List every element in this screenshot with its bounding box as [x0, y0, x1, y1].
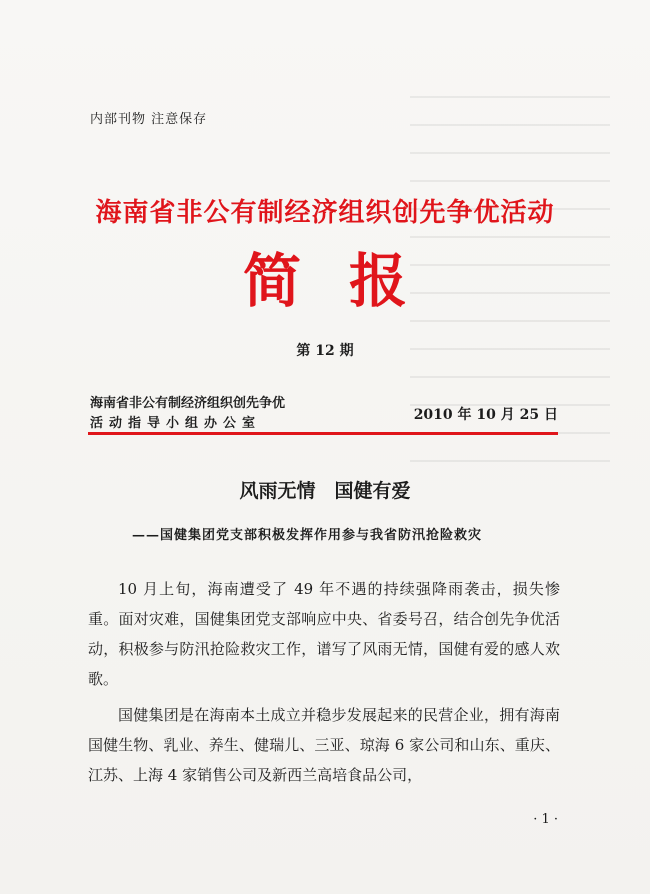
- article-title: 风雨无情 国健有爱: [239, 480, 411, 502]
- red-divider: [88, 432, 558, 435]
- office-line-1: 海南省非公有制经济组织创先争优: [90, 396, 286, 411]
- page-number: · 1 ·: [533, 812, 558, 827]
- office-line-2: 活动指导小组办公室: [90, 416, 262, 431]
- article-subtitle: ——国健集团党支部积极发挥作用参与我省防汛抢险救灾: [132, 528, 483, 543]
- article-body: [88, 574, 560, 796]
- paragraph-1: 10 月上旬，海南遭受了 49 年不遇的持续强降雨袭击，损失惨重。面对灾难，国健集团党支部响应中央、省委号召，结合创先争优活动，积极参与防汛抢险救灾工作，谱写了风雨无情，国健有爱的感人欢歌。: [88, 580, 560, 688]
- header-note: 内部刊物 注意保存: [90, 112, 208, 127]
- issue-number: 第 12 期: [296, 343, 354, 359]
- issue-date: 2010 年 10 月 25 日: [413, 407, 558, 423]
- brief-title: 简报: [242, 247, 455, 315]
- issuing-office: [90, 394, 285, 434]
- organization-title: 海南省非公有制经济组织创先争优活动: [95, 198, 555, 228]
- paragraph-2: 国健集团是在海南本土成立并稳步发展起来的民营企业，拥有海南国健生物、乳业、养生、健瑞儿、三亚、琼海 6 家公司和山东、重庆、江苏、上海 4 家销售公司及新西兰高培食品公司，: [88, 706, 560, 784]
